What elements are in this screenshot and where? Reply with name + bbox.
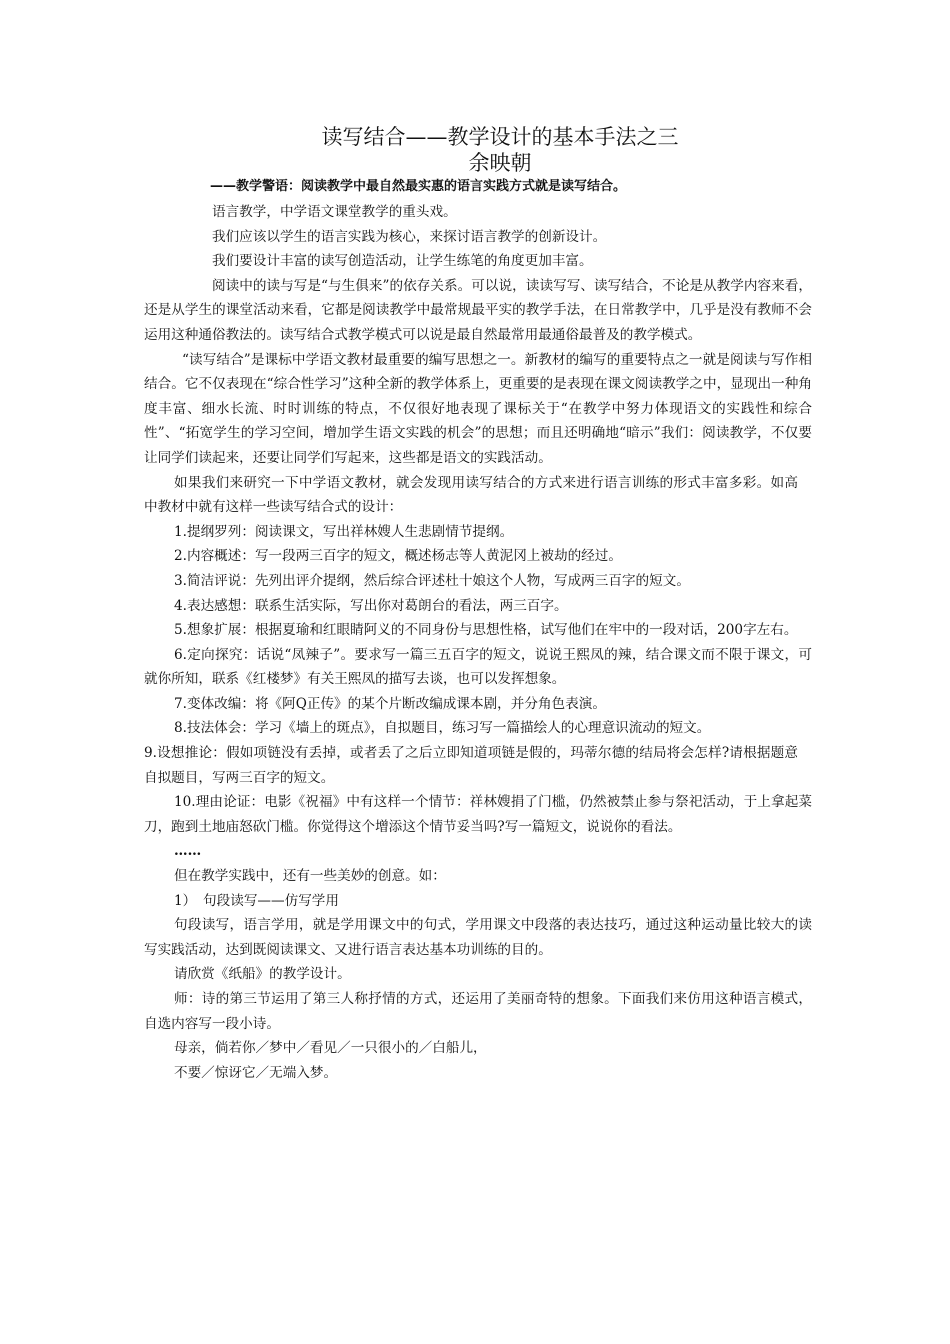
list-item: 4.表达感想：联系生活实际，写出你对葛朗台的看法，两三百字。 <box>174 597 568 614</box>
list-item: 6.定向探究：话说“凤辣子”。要求写一篇三五百字的短文，说说王熙凤的辣，结合课文而不限于课文，可就你所知，联系《红楼梦》有关王熙凤的描写去谈，也可以发挥想象。 <box>144 646 812 688</box>
list-item: 9.设想推论：假如项链没有丢掉，或者丢了之后立即知道项链是假的，玛蒂尔德的结局将会怎样?请根据题意自拟题目，写两三百字的短文。 <box>144 745 798 786</box>
section-heading: 1） 句段读写——仿写学用 <box>174 892 339 909</box>
paragraph: 我们要设计丰富的读写创造活动，让学生练笔的角度更加丰富。 <box>212 253 593 270</box>
paragraph: 阅读中的读与写是“与生俱来”的依存关系。可以说，读读写写、读写结合，不论是从教学内容来看，还是从学生的课堂活动来看，它都是阅读教学中最常规最平实的教学手法，在日常教学中，几乎是没有教师不会运用这种通俗教法的。读写结合式教学模式可以说是最自然最常用最通俗最普及的教学模式。 <box>144 277 812 343</box>
teaching-motto: ——教学警语：阅读教学中最自然最实惠的语言实践方式就是读写结合。 <box>210 179 627 194</box>
document-body <box>144 200 812 1085</box>
poem-line: 不要／惊讶它／无端入梦。 <box>174 1064 338 1081</box>
paragraph: 师：诗的第三节运用了第三人称抒情的方式，还运用了美丽奇特的想象。下面我们来仿用这种语言模式，自选内容写一段小诗。 <box>144 991 812 1032</box>
list-item: 5.想象扩展：根据夏瑜和红眼睛阿义的不同身份与思想性格，试写他们在牢中的一段对话，200字左右。 <box>174 622 798 639</box>
document-author: 余映朝 <box>468 151 532 175</box>
ellipsis: …… <box>174 843 202 860</box>
paragraph: 我们应该以学生的语言实践为核心，来探讨语言教学的创新设计。 <box>212 228 607 245</box>
paragraph: 语言教学，中学语文课堂教学的重头戏。 <box>212 204 457 220</box>
paragraph: “读写结合”是课标中学语文教材最重要的编写思想之一。新教材的编写的重要特点之一就是阅读与写作相结合。它不仅表现在“综合性学习”这种全新的教学体系上，更重要的是表现在课文阅读教学之中，显现出一种角度丰富、细水长流、时时训练的特点，不仅很好地表现了课标关于“在教学中努力体现语文的实践性和综合性”、“拓宽学生的学习空间，增加学生语文实践的机会”的思想；而且还明确地“暗示”我们：阅读教学，不仅要让同学们读起来，还要让同学们写起来，这些都是语文的实践活动。 <box>144 351 812 466</box>
list-item: 7.变体改编：将《阿Q正传》的某个片断改编成课本剧，并分角色表演。 <box>174 695 606 712</box>
poem-line: 母亲，倘若你／梦中／看见／一只很小的／白船儿， <box>174 1040 487 1057</box>
document-title: 读写结合——教学设计的基本手法之三 <box>321 125 679 149</box>
paragraph: 如果我们来研究一下中学语文教材，就会发现用读写结合的方式来进行语言训练的形式丰富多彩。如高中教材中就有这样一些读写结合式的设计： <box>144 474 798 516</box>
list-item: 8.技法体会：学习《墙上的斑点》，自拟题目，练习写一篇描绘人的心理意识流动的短文。 <box>174 720 711 737</box>
paragraph: 句段读写，语言学用，就是学用课文中的句式，学用课文中段落的表达技巧，通过这种运动量比较大的读写实践活动，达到既阅读课文、又进行语言表达基本功训练的目的。 <box>144 917 812 958</box>
paragraph: 但在教学实践中，还有一些美妙的创意。如： <box>174 868 446 885</box>
list-item: 3.简洁评说：先列出评介提纲，然后综合评述杜十娘这个人物，写成两三百字的短文。 <box>174 572 690 589</box>
list-item: 2.内容概述：写一段两三百字的短文，概述杨志等人黄泥冈上被劫的经过。 <box>174 548 622 565</box>
list-item: 1.提纲罗列：阅读课文，写出祥林嫂人生悲剧情节提纲。 <box>174 523 514 540</box>
list-item: 10.理由论证：电影《祝福》中有这样一个情节：祥林嫂捐了门槛，仍然被禁止参与祭祀活动，于上拿起菜刀，跑到土地庙怒砍门槛。你觉得这个增添这个情节妥当吗?写一篇短文，说说你的看法。 <box>144 794 812 835</box>
paragraph: 请欣赏《纸船》的教学设计。 <box>174 966 351 983</box>
